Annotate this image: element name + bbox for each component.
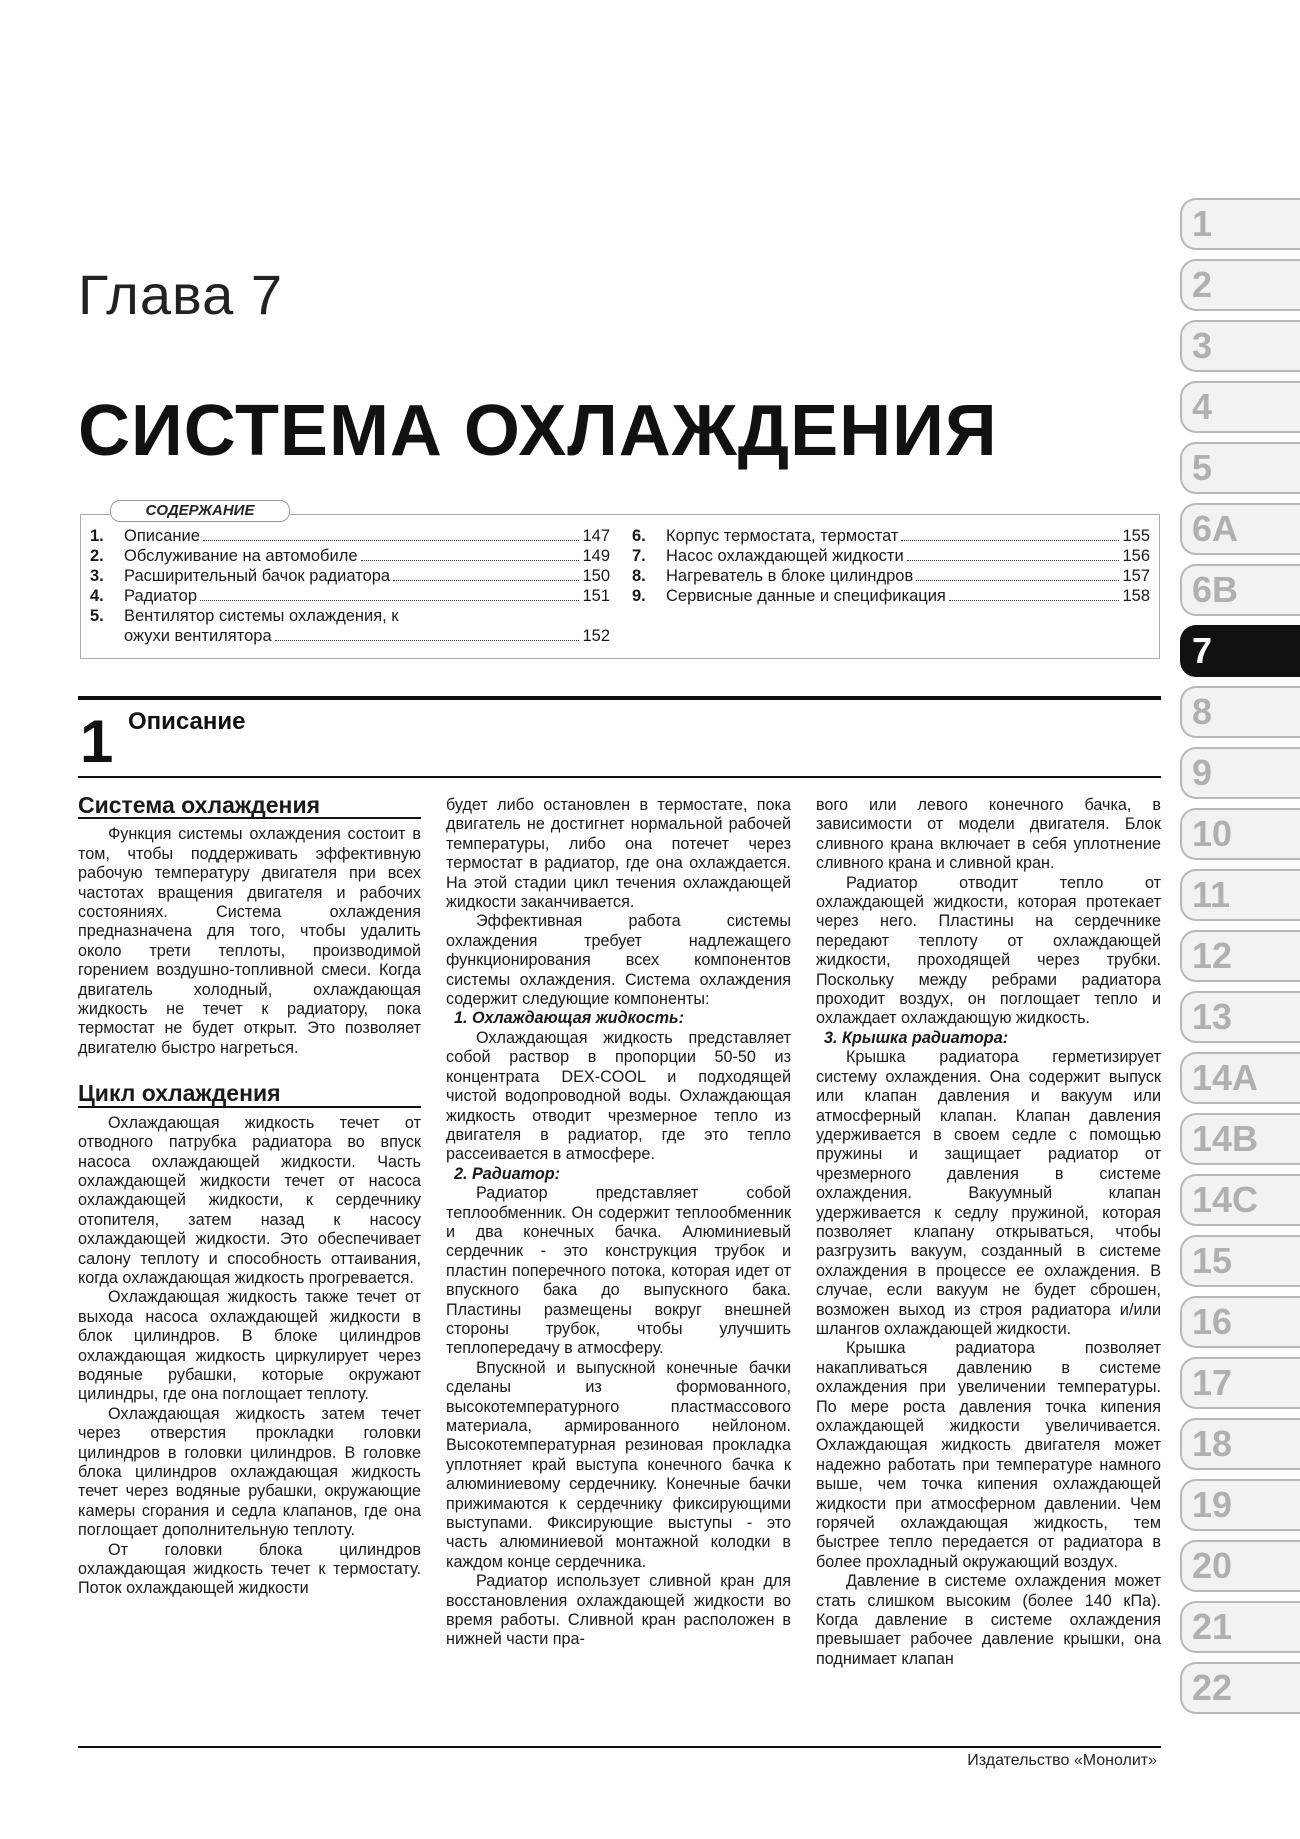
chapter-tab[interactable]: 2 (1180, 259, 1300, 311)
chapter-tab[interactable]: 16 (1180, 1296, 1300, 1348)
paragraph: Охлаждающая жидкость течет от отводного патрубка радиатора во впуск насоса охлаждающей жидкости. Часть охлаждающей жидкости течет от насоса охлаждающей жидкости, к сердечнику отопителя, затем назад к насосу охлаждающей жидкости. Это обеспечивает салону теплоту и способность оттаивания, когда охлаждающая жидкость прогревается. (78, 1113, 421, 1287)
section-top-rule (78, 696, 1161, 700)
toc-item-continuation[interactable]: ожухи вентилятора 152 (124, 627, 610, 645)
chapter-tab[interactable]: 10 (1180, 808, 1300, 860)
chapter-tab[interactable]: 15 (1180, 1235, 1300, 1287)
publisher-footer: Издательство «Монолит» (967, 1752, 1157, 1769)
chapter-tab[interactable]: 9 (1180, 747, 1300, 799)
chapter-tab[interactable]: 3 (1180, 320, 1300, 372)
chapter-title: СИСТЕМА ОХЛАЖДЕНИЯ (78, 391, 998, 471)
text-column-1 (78, 792, 421, 1599)
toc-item[interactable]: 9. Сервисные данные и спецификация 158 (632, 587, 1150, 605)
chapter-tab[interactable]: 14B (1180, 1113, 1300, 1165)
chapter-tab[interactable]: 20 (1180, 1540, 1300, 1592)
toc-item[interactable]: 4. Радиатор 151 (90, 587, 610, 605)
paragraph: Охлаждающая жидкость затем течет через отверстия прокладки головки цилиндров в головки цилиндров. В головке блока цилиндров охлаждающая жидкость течет через водяные рубашки, окружающие камеры сгорания и седла клапанов, где она поглощает дополнительную теплоту. (78, 1404, 421, 1540)
chapter-tab[interactable]: 11 (1180, 869, 1300, 921)
chapter-tab[interactable]: 14C (1180, 1174, 1300, 1226)
chapter-tab[interactable]: 17 (1180, 1357, 1300, 1409)
chapter-tab[interactable]: 19 (1180, 1479, 1300, 1531)
chapter-label: Глава 7 (78, 263, 283, 326)
chapter-tab[interactable]: 4 (1180, 381, 1300, 433)
toc-item[interactable]: 2. Обслуживание на автомобиле 149 (90, 547, 610, 565)
chapter-tab[interactable]: 8 (1180, 686, 1300, 738)
paragraph: Функция системы охлаждения состоит в том, чтобы поддерживать эффективную рабочую температуру двигателя при всех частотах вращения двигателя и рабочих состояниях. Система охлаждения предназначена для того, чтобы удалить около трети теплоты, производимой горением воздушно-топливной смеси. Когда двигатель холодный, охлаждающая жидкость не течет к радиатору, пока термостат не будет открыт. Это позволяет двигателю быстро нагреться. (78, 825, 421, 1057)
paragraph: От головки блока цилиндров охлаждающая жидкость течет к термостату. Поток охлаждающей жидкости (78, 1540, 421, 1598)
chapter-tab[interactable]: 21 (1180, 1601, 1300, 1653)
chapter-tab[interactable]: 18 (1180, 1418, 1300, 1470)
toc-item[interactable]: 6. Корпус термостата, термостат 155 (632, 527, 1150, 545)
chapter-tab[interactable]: 1 (1180, 198, 1300, 250)
component-heading: 1. Охлаждающая жидкость: (454, 1009, 685, 1028)
section-number: 1 (80, 708, 114, 775)
chapter-tab[interactable]: 6B (1180, 564, 1300, 616)
paragraph: будет либо остановлен в термостате, пока двигатель не достигнет нормальной рабочей температуры, либо она потечет через термостат в радиатор, где она охлаждается. На этой стадии цикл течения охлаждающей жидкости заканчивается. (446, 796, 791, 912)
contents-right-column (632, 526, 1150, 606)
chapter-tab[interactable]: 22 (1180, 1662, 1300, 1714)
chapter-tab[interactable]: 13 (1180, 991, 1300, 1043)
text-column-3 (816, 796, 1161, 1669)
paragraph: Радиатор отводит тепло от охлаждающей жидкости, которая протекает через него. Пластины на сердечнике передают теплоту от охлаждающей жидкости, проходящей через трубки. Поскольку между ребрами радиатора проходит воздух, он поглощает тепло и охлаждает охлаждающую жидкость. (816, 873, 1161, 1028)
section-bottom-rule (78, 776, 1161, 778)
subheading-cooling-system: Система охлаждения (78, 796, 421, 819)
subheading-cooling-cycle: Цикл охлаждения (78, 1084, 421, 1107)
paragraph: Охлаждающая жидкость также течет от выхода насоса охлаждающей жидкости в блок цилиндров. В блоке цилиндров охлаждающая жидкость циркулирует через водяные рубашки, которые окружают цилиндры, где она поглощает теплоту. (78, 1288, 421, 1404)
component-heading: 3. Крышка радиатора: (824, 1028, 1009, 1047)
section-title: Описание (128, 708, 246, 735)
chapter-tab-active[interactable]: 7 (1180, 625, 1300, 677)
chapter-tab[interactable]: 12 (1180, 930, 1300, 982)
toc-item[interactable]: 7. Насос охлаждающей жидкости 156 (632, 547, 1150, 565)
paragraph: Впускной и выпускной конечные бачки сделаны из формованного, высокотемпературного пластмассового материала, армированного нейлоном. Высокотемпературная резиновая прокладка уплотняет край выступа конечного бачка к алюминиевому сердечнику. Конечные бачки прижимаются к сердечнику фиксирующими выступами. Фиксирующие выступы - это часть алюминиевой монтажной колодки в каждом конце сердечника. (446, 1358, 791, 1571)
paragraph: Давление в системе охлаждения может стать слишком высоким (более 140 кПа). Когда давление в системе охлаждения превышает рабочее давление крышки, она поднимает клапан (816, 1572, 1161, 1668)
paragraph: Эффективная работа системы охлаждения требует надлежащего функционирования всех компонентов системы охлаждения. Система охлаждения содержит следующие компоненты: (446, 912, 791, 1009)
toc-item[interactable]: 8. Нагреватель в блоке цилиндров 157 (632, 567, 1150, 585)
chapter-tab[interactable]: 14A (1180, 1052, 1300, 1104)
toc-item[interactable]: 1. Описание 147 (90, 527, 610, 545)
toc-item[interactable]: 5. Вентилятор системы охлаждения, к (90, 607, 399, 625)
paragraph: Радиатор использует сливной кран для восстановления охлаждающей жидкости во время работы. Сливной кран расположен в нижней части пра- (446, 1572, 791, 1649)
contents-heading: СОДЕРЖАНИЕ (110, 500, 290, 522)
paragraph: Охлаждающая жидкость представляет собой раствор в пропорции 50-50 из концентрата DEX-COOL и подходящей чистой водопроводной воды. Охлаждающая жидкость отводит чрезмерное тепло из двигателя в радиатор, где это тепло рассеивается в атмосфере. (446, 1028, 791, 1164)
component-heading: 2. Радиатор: (454, 1164, 561, 1183)
paragraph: Радиатор представляет собой теплообменник. Он содержит теплообменник и два конечных бачка. Алюминиевый сердечник - это конструкция трубок и пластин поперечного потока, которая идет от впускного бака до выпускного бака. Пластины размещены вокруг внешней стороны трубок, чтобы улучшить теплопередачу в атмосферу. (446, 1184, 791, 1358)
contents-left-column (90, 526, 610, 646)
toc-item[interactable]: 3. Расширительный бачок радиатора 150 (90, 567, 610, 585)
paragraph: вого или левого конечного бачка, в зависимости от модели двигателя. Блок сливного крана включает в себя уплотнение сливного крана и сливной кран. (816, 796, 1161, 873)
paragraph: Крышка радиатора позволяет накапливаться давлению в системе охлаждения при увеличении температуры. По мере роста давления точка кипения охлаждающей жидкости увеличивается. Охлаждающая жидкость двигателя может надежно работать при температуре намного выше, чем точка кипения охлаждающей жидкости при атмосферном давлении. Чем горячей охлаждающая жидкость, тем быстрее тепло передается от радиатора в более прохладный окружающий воздух. (816, 1339, 1161, 1571)
chapter-tab[interactable]: 6A (1180, 503, 1300, 555)
chapter-tab[interactable]: 5 (1180, 442, 1300, 494)
paragraph: Крышка радиатора герметизирует систему охлаждения. Она содержит выпуск или клапан давления и вакуум или атмосферный клапан. Клапан давления удерживается в своем седле с помощью пружины и защищает радиатор от чрезмерного давления в системе охлаждения. Вакуумный клапан удерживается к седлу пружиной, которая позволяет клапану открываться, чтобы разгрузить вакуум, созданный в системе охлаждения в процессе ее охлаждения. В случае, если вакуум не будет сброшен, возможен выход из строя радиатора и/или шлангов охлаждающей жидкости. (816, 1048, 1161, 1338)
footer-rule (78, 1746, 1161, 1748)
text-column-2 (446, 796, 791, 1650)
